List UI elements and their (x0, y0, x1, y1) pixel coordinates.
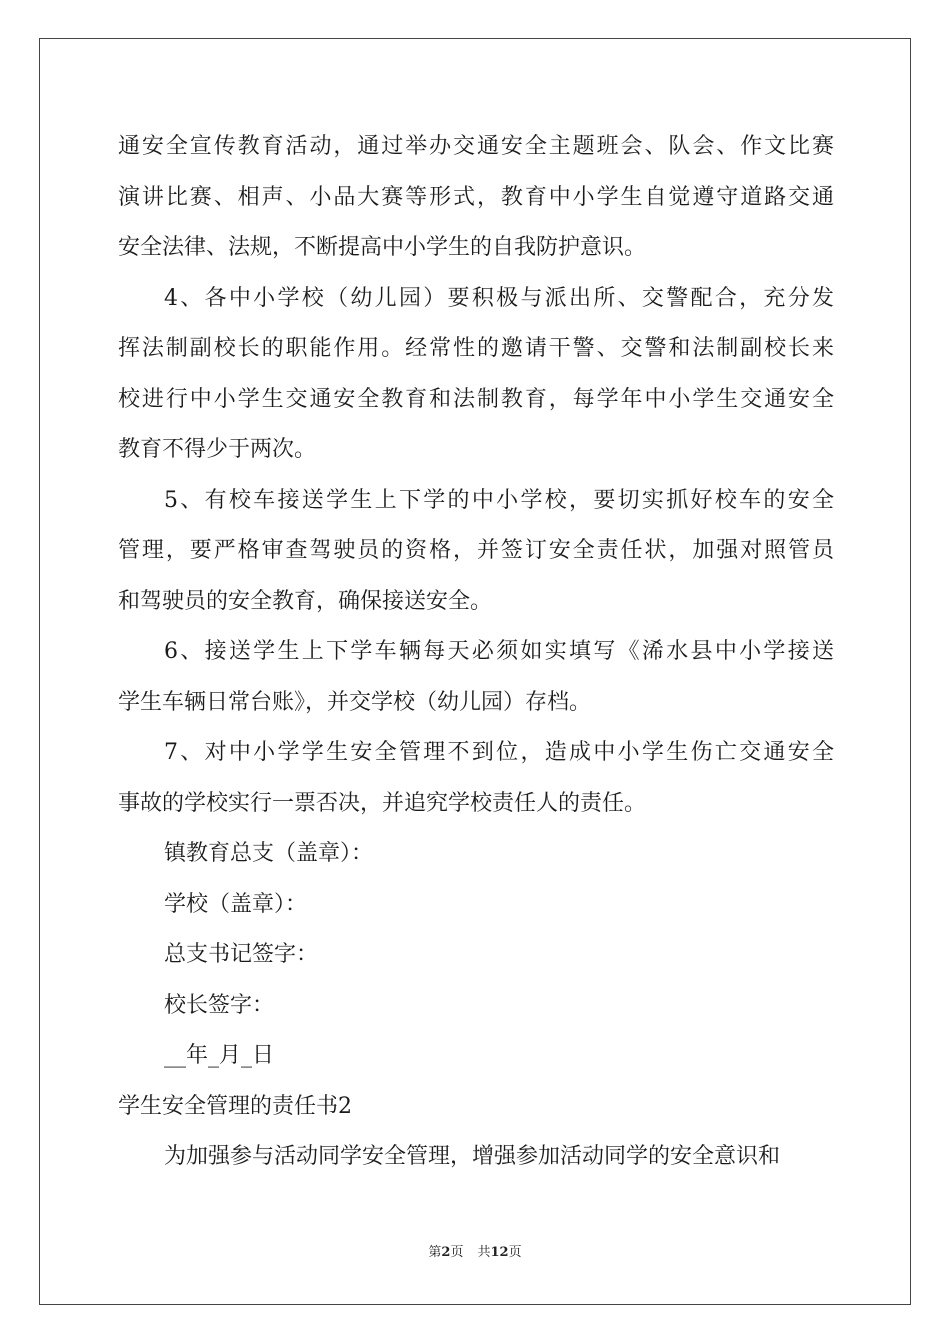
paragraph (118, 1031, 834, 1082)
text-line: 为加强参与活动同学安全管理，增强参加活动同学的安全意识和 (164, 1144, 781, 1169)
paragraph (118, 476, 834, 628)
document-body (118, 122, 834, 1183)
text-line: 总支书记签字： (164, 942, 319, 967)
paragraph (118, 627, 834, 728)
text-line: 演讲比赛、相声、小品大赛等形式，教育中小学生自觉遵守道路交通 (118, 184, 834, 210)
page-suffix: 页 (450, 1245, 464, 1260)
text-line: 挥法制副校长的职能作用。经常性的邀请干警、交警和法制副校长来 (118, 336, 834, 361)
page-footer (0, 1244, 950, 1262)
text-line: 校长签字： (164, 992, 275, 1018)
text-line: 校进行中小学生交通安全教育和法制教育，每学年中小学生交通安全 (118, 386, 834, 412)
paragraph (118, 930, 834, 981)
page-total: 12 (490, 1245, 509, 1260)
paragraph (118, 122, 834, 274)
text-line: 6、接送学生上下学车辆每天必须如实填写《浠水县中小学接送 (164, 639, 834, 664)
text-line: 通安全宣传教育活动，通过举办交通安全主题班会、队会、作文比赛 (118, 134, 834, 159)
paragraph (118, 1082, 834, 1133)
text-line: 镇教育总支（盖章）： (164, 841, 374, 866)
text-line: 教育不得少于两次。 (118, 437, 317, 462)
text-line: 安全法律、法规，不断提高中小学生的自我防护意识。 (118, 235, 647, 260)
page-prefix: 第 (428, 1245, 442, 1260)
text-line: 管理，要严格审查驾驶员的资格，并签订安全责任状，加强对照管员 (118, 538, 834, 563)
total-suffix: 页 (508, 1245, 522, 1260)
text-line: 和驾驶员的安全教育，确保接送安全。 (118, 588, 493, 614)
text-line: 学生安全管理的责任书2 (118, 1093, 352, 1119)
paragraph (118, 981, 834, 1032)
paragraph (118, 728, 834, 829)
text-line: 学生车辆日常台账》，并交学校（幼儿园）存档。 (118, 689, 592, 715)
text-line: __年_月_日 (164, 1043, 275, 1068)
text-line: 4、各中小学校（幼儿园）要积极与派出所、交警配合，充分发 (164, 285, 834, 311)
paragraph (118, 829, 834, 880)
text-line: 事故的学校实行一票否决，并追究学校责任人的责任。 (118, 790, 647, 816)
paragraph (118, 1132, 834, 1183)
text-line: 7、对中小学学生安全管理不到位，造成中小学生伤亡交通安全 (164, 740, 834, 765)
total-prefix: 共 (477, 1245, 491, 1260)
page-current: 2 (441, 1245, 451, 1260)
paragraph (118, 274, 834, 476)
text-line: 学校（盖章）： (164, 891, 308, 917)
paragraph (118, 880, 834, 931)
text-line: 5、有校车接送学生上下学的中小学校，要切实抓好校车的安全 (164, 487, 834, 513)
